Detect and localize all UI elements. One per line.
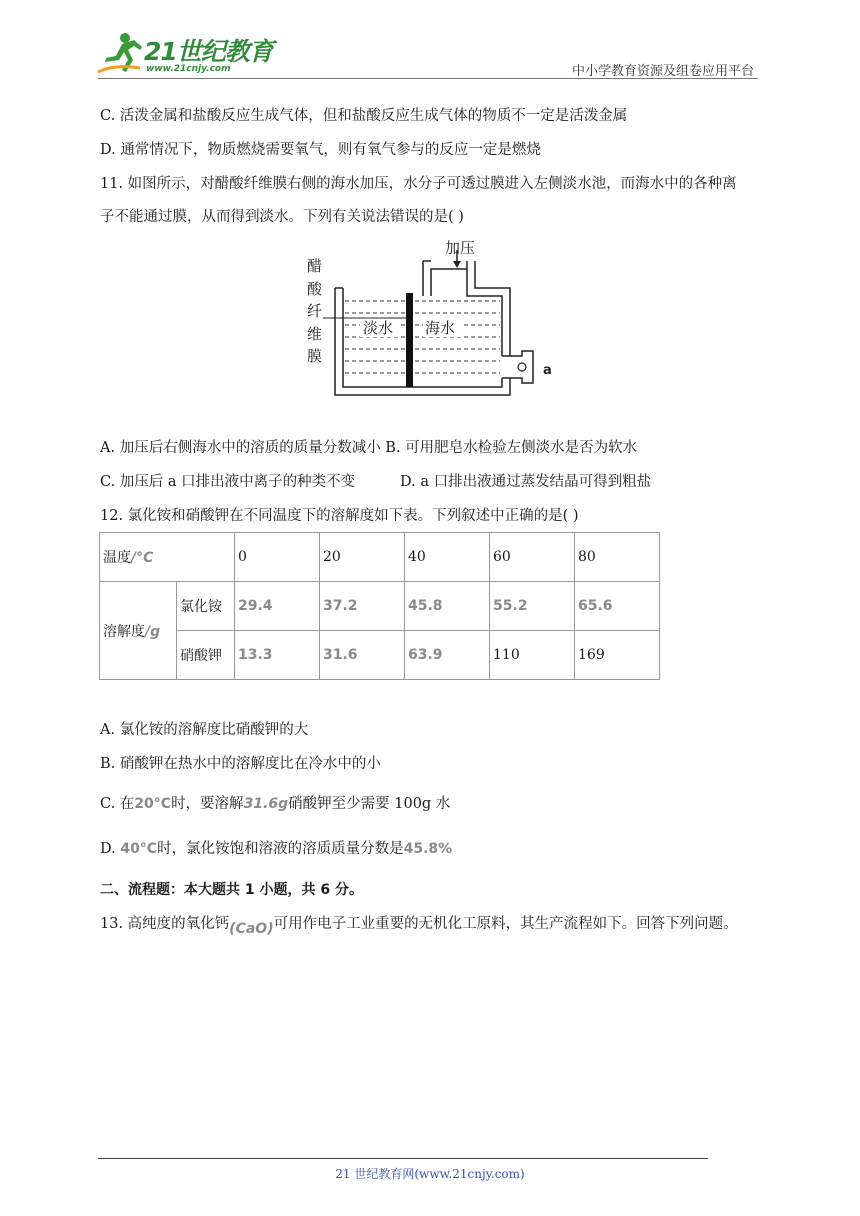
footer-text: 21 世纪教育网(www.21cnjy.com) xyxy=(335,1167,525,1181)
table-row xyxy=(100,631,660,680)
membrane-char-4: 维 xyxy=(307,325,323,343)
q12-option-b: B. 硝酸钾在热水中的溶解度比在冷水中的小 xyxy=(100,756,381,772)
q12-stem: 12. 氯化铵和硝酸钾在不同温度下的溶解度如下表。下列叙述中正确的是( ) xyxy=(100,508,579,524)
table-row xyxy=(100,582,660,631)
temp-cell: 80 xyxy=(575,533,660,582)
page-header xyxy=(0,0,860,90)
logo-name: 21世纪教育 xyxy=(144,37,273,66)
value-cell: 37.2 xyxy=(320,582,405,631)
section-title: 二、流程题：本大题共 1 小题，共 6 分。 xyxy=(100,882,363,898)
value-cell: 45.8 xyxy=(405,582,490,631)
solubility-table xyxy=(99,532,660,680)
q11-stem-line2: 子不能通过膜，从而得到淡水。下列有关说法错误的是( ) xyxy=(100,209,464,225)
value-cell: 110 xyxy=(490,631,575,680)
runner-icon xyxy=(94,30,144,78)
temp-cell: 0 xyxy=(235,533,320,582)
value-cell: 65.6 xyxy=(575,582,660,631)
temp-header: 温度/°C xyxy=(100,533,235,582)
value-cell: 63.9 xyxy=(405,631,490,680)
membrane-char-3: 纤 xyxy=(307,302,323,320)
fresh-water-label: 淡水 xyxy=(363,319,394,337)
value-cell: 169 xyxy=(575,631,660,680)
membrane-char-2: 酸 xyxy=(307,280,323,298)
q12-option-d: D. 40°C时，氯化铵饱和溶液的溶质质量分数是45.8% xyxy=(100,841,453,857)
q11-figure xyxy=(305,233,565,403)
membrane-char-5: 膜 xyxy=(307,347,323,365)
table-row xyxy=(100,533,660,582)
site-logo xyxy=(94,30,273,80)
q10-option-d: D. 通常情况下，物质燃烧需要氧气，则有氧气参与的反应一定是燃烧 xyxy=(100,142,541,158)
q12-option-a: A. 氯化铵的溶解度比硝酸钾的大 xyxy=(100,722,309,738)
footer-divider xyxy=(98,1158,708,1159)
q13-stem: 13. 高纯度的氧化钙(CaO)可用作电子工业重要的无机化工原料，其生产流程如下。回答下列问题。 xyxy=(100,916,738,937)
value-cell: 13.3 xyxy=(235,631,320,680)
platform-label: 中小学教育资源及组卷应用平台 xyxy=(571,64,754,79)
sea-water-label: 海水 xyxy=(425,319,456,337)
outlet-label: a xyxy=(543,363,552,378)
row-name: 氯化铵 xyxy=(177,582,235,631)
membrane-char-1: 醋 xyxy=(307,257,323,275)
q12-option-c: C. 在20°C时，要溶解31.6g硝酸钾至少需要 100g 水 xyxy=(100,796,451,812)
q11-option-c: C. 加压后 a 口排出液中离子的种类不变 xyxy=(100,474,356,490)
header-divider xyxy=(98,78,758,79)
desalination-diagram xyxy=(305,233,565,403)
pressure-label: 加压 xyxy=(445,239,476,257)
q11-options-ab: A. 加压后右侧海水中的溶质的质量分数减小 B. 可用肥皂水检验左侧淡水是否为软水 xyxy=(100,440,638,456)
solubility-header: 溶解度/g xyxy=(100,582,177,680)
q11-stem-line1: 11. 如图所示，对醋酸纤维膜右侧的海水加压，水分子可透过膜进入左侧淡水池，而海水中的各种离 xyxy=(100,176,737,192)
q11-option-d: D. a 口排出液通过蒸发结晶可得到粗盐 xyxy=(400,474,652,490)
temp-cell: 20 xyxy=(320,533,405,582)
temp-cell: 40 xyxy=(405,533,490,582)
logo-url: www.21cnjy.com xyxy=(146,64,231,74)
value-cell: 31.6 xyxy=(320,631,405,680)
temp-cell: 60 xyxy=(490,533,575,582)
q10-option-c: C. 活泼金属和盐酸反应生成气体，但和盐酸反应生成气体的物质不一定是活泼金属 xyxy=(100,108,628,124)
row-name: 硝酸钾 xyxy=(177,631,235,680)
value-cell: 55.2 xyxy=(490,582,575,631)
value-cell: 29.4 xyxy=(235,582,320,631)
